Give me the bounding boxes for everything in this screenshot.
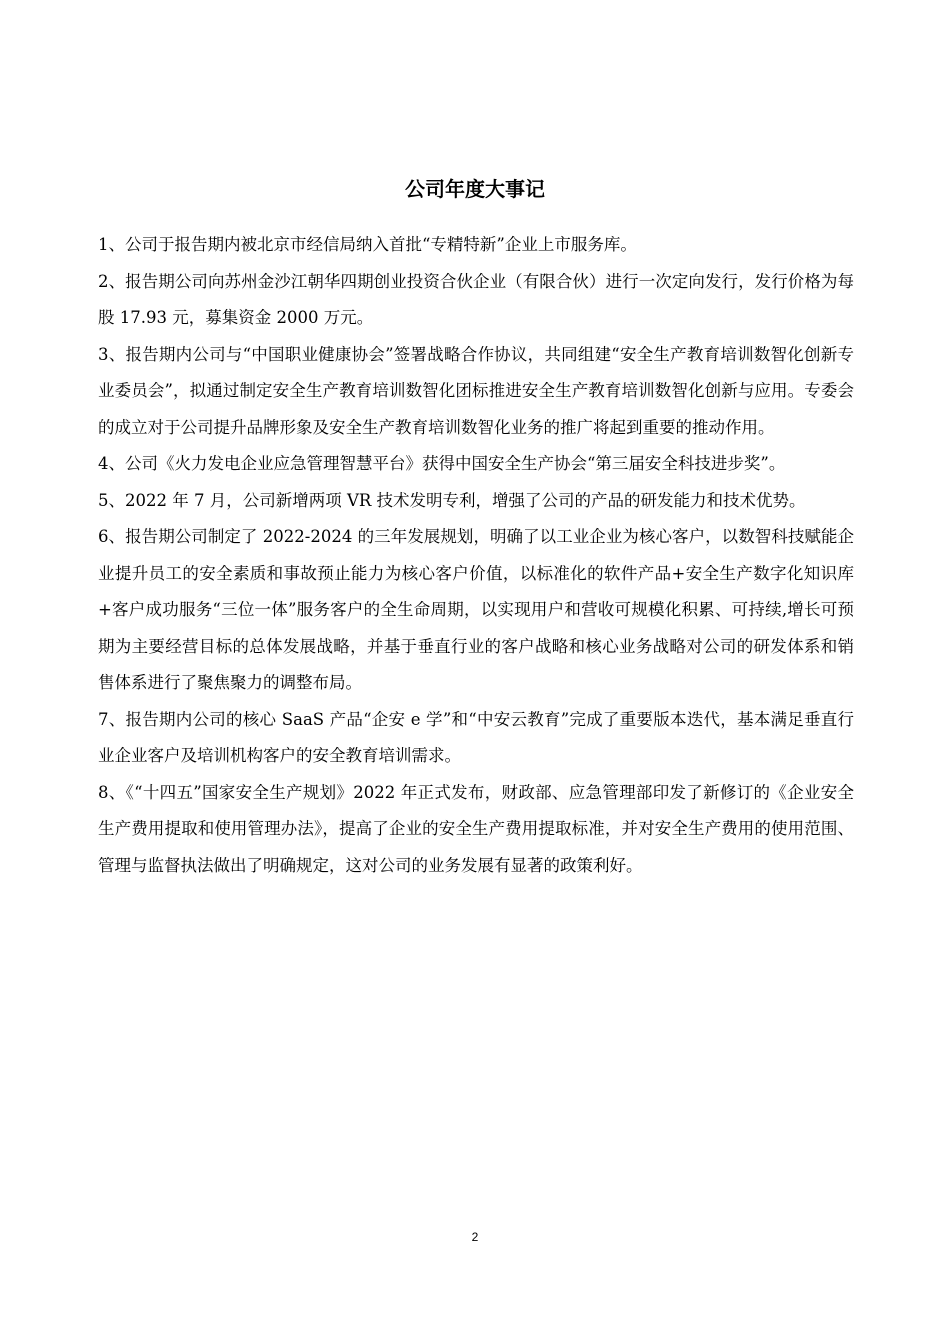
event-item-8: 8、《“十四五”国家安全生产规划》2022 年正式发布，财政部、应急管理部印发了新修订的《企业安全生产费用提取和使用管理办法》，提高了企业的安全生产费用提取标准，并对安全生产费用的使用范围、管理与监督执法做出了明确规定，这对公司的业务发展有显著的政策利好。 <box>98 782 854 875</box>
event-item-4: 4、公司《火力发电企业应急管理智慧平台》获得中国安全生产协会“第三届安全科技进步奖”。 <box>98 454 786 473</box>
event-item-6: 6、报告期公司制定了 2022-2024 的三年发展规划，明确了以工业企业为核心客户，以数智科技赋能企业提升员工的安全素质和事故预止能力为核心客户价值，以标准化的软件产品+安全生产数字化知识库+客户成功服务“三位一体”服务客户的全生命周期，以实现用户和营收可规模化积累、可持续,增长可预期为主要经营目标的总体发展战略，并基于垂直行业的客户战略和核心业务战略对公司的研发体系和销售体系进行了聚焦聚力的调整布局。 <box>98 527 854 692</box>
event-item-2: 2、报告期公司向苏州金沙江朝华四期创业投资合伙企业（有限合伙）进行一次定向发行，发行价格为每股 17.93 元，募集资金 2000 万元。 <box>98 271 854 327</box>
page-title: 公司年度大事记 <box>405 177 545 201</box>
event-item-5: 5、2022 年 7 月，公司新增两项 VR 技术发明专利，增强了公司的产品的研发能力和技术优势。 <box>98 490 806 510</box>
events-list <box>98 227 854 884</box>
event-item-7: 7、报告期内公司的核心 SaaS 产品“企安 e 学”和“中安云教育”完成了重要版本迭代，基本满足垂直行业企业客户及培训机构客户的安全教育培训需求。 <box>98 709 854 765</box>
event-item-3: 3、报告期内公司与“中国职业健康协会”签署战略合作协议，共同组建“安全生产教育培训数智化创新专业委员会”，拟通过制定安全生产教育培训数智化团标推进安全生产教育培训数智化创新与应用。专委会的成立对于公司提升品牌形象及安全生产教育培训数智化业务的推广将起到重要的推动作用。 <box>98 344 854 437</box>
page-number: 2 <box>471 1230 479 1244</box>
event-item-1: 1、公司于报告期内被北京市经信局纳入首批“专精特新”企业上市服务库。 <box>98 235 637 254</box>
